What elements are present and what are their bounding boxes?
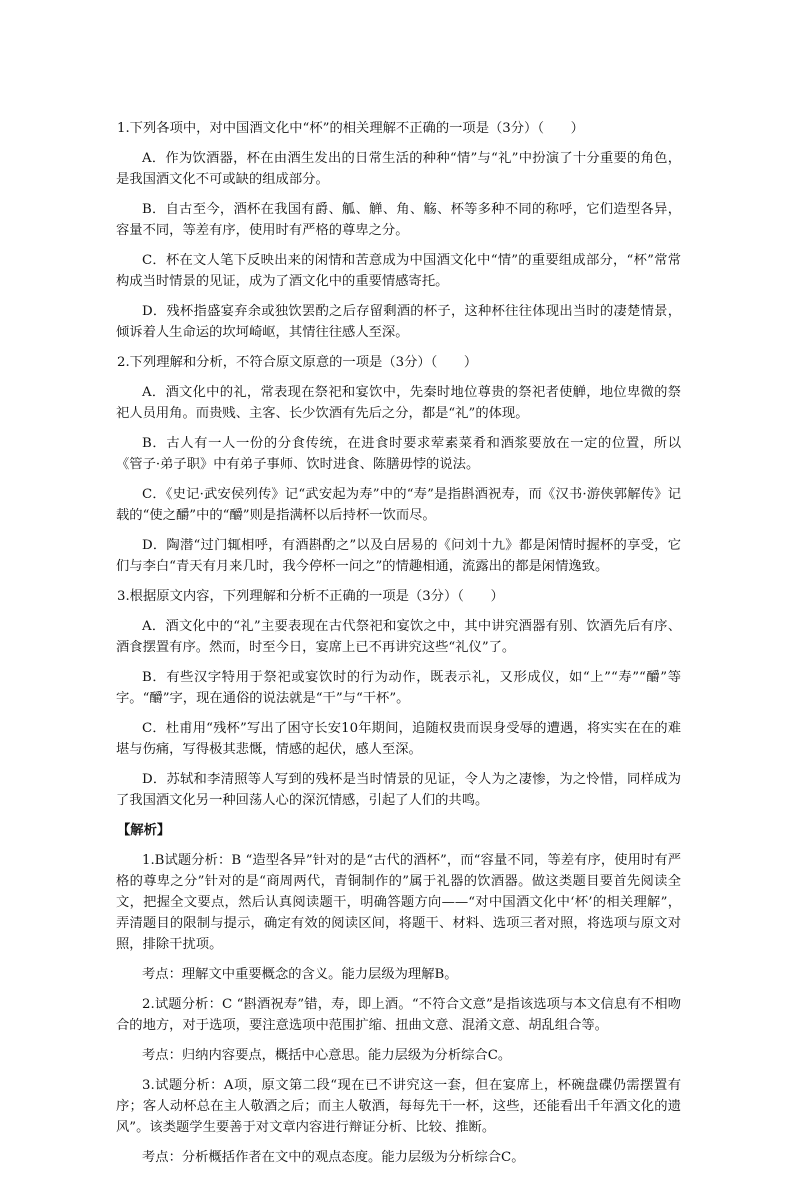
- analysis-1-point: 考点：理解文中重要概念的含义。能力层级为理解B。: [142, 967, 458, 982]
- question-3-option-c: C．杜甫用“残杯”写出了困守长安10年期间，追随权贵而误身受辱的遭遇，将实实在在的难堪与伤痛，写得极其悲慨，情感的起伏，感人至深。: [116, 721, 681, 757]
- document-page: [0, 118, 794, 1177]
- analysis-3: 3.试题分析：A项，原文第二段“现在已不讲究这一套，但在宴席上，杯碗盘碟仍需摆置有序；客人动杯总在主人敬酒之后；而主人敬酒，每每先干一杯，这些，还能看出千年酒文化的遗风”。该类题学生要善于对文章内容进行辩证分析、比较、推断。: [116, 1078, 681, 1135]
- analysis-2: 2.试题分析：C “斟酒祝寿”错，寿，即上酒。“不符合文意”是指该选项与本文信息有不相吻合的地方，对于选项，要注意选项中范围扩缩、扭曲文意、混淆文意、胡乱组合等。: [116, 997, 681, 1033]
- question-1-stem: 1.下列各项中，对中国酒文化中“杯”的相关理解不正确的一项是（3分）（ ）: [117, 121, 584, 136]
- analysis-heading: 【解析】: [117, 823, 171, 838]
- question-3-option-d: D．苏轼和李清照等人写到的残杯是当时情景的见证，令人为之凄惨，为之怜惜，同样成为了我国酒文化另一种回荡人心的深沉情感，引起了人们的共鸣。: [116, 772, 681, 808]
- question-3-option-a: A．酒文化中的“礼”主要表现在古代祭祀和宴饮之中，其中讲究酒器有别、饮酒先后有序、酒食摆置有序。然而，时至今日，宴席上已不再讲究这些“礼仪”了。: [116, 619, 681, 655]
- question-3-option-b: B．有些汉字特用于祭祀或宴饮时的行为动作，既表示礼，又形成仪，如“上”“寿”“釂”等字。“釂”字，现在通俗的说法就是“干”与“干杯”。: [116, 670, 681, 706]
- question-1-option-c: C．杯在文人笔下反映出来的闲情和苦意成为中国酒文化中“情”的重要组成部分，“杯”常常构成当时情景的见证，成为了酒文化中的重要情感寄托。: [116, 253, 681, 289]
- question-1-option-d: D．残杯指盛宴弃余或独饮罢酌之后存留剩酒的杯子，这种杯往往体现出当时的凄楚情景，倾诉着人生命运的坎坷崎岖，其情往往感人至深。: [116, 304, 681, 340]
- analysis-1: 1.B试题分析：B “造型各异”针对的是“古代的酒杯”，而“容量不同，等差有序，使用时有严格的尊卑之分”针对的是“商周两代，青铜制作的”属于礼器的饮酒器。做这类题目要首先阅读全文，把握全文要点，然后认真阅读题干，明确答题方向——“对中国酒文化中‘杯’的相关理解”，弄清题目的限制与提示，确定有效的阅读区间，将题干、材料、选项三者对照，将选项与原文对照，排除干扰项。: [116, 853, 681, 952]
- question-1-option-a: A．作为饮酒器，杯在由酒生发出的日常生活的种种“情”与“礼”中扮演了十分重要的角色，是我国酒文化不可或缺的组成部分。: [116, 151, 681, 187]
- question-2-option-d: D．陶潜“过门辄相呼，有酒斟酌之”以及白居易的《问刘十九》都是闲情时握杯的享受，它们与李白“青天有月来几时，我今停杯一问之”的情趣相通，流露出的都是闲情逸致。: [116, 538, 681, 574]
- question-2-option-c: C．《史记·武安侯列传》记“武安起为寿”中的“寿”是指斟酒祝寿，而《汉书·游侠郭解传》记载的“使之釂”中的“釂”则是指满杯以后持杯一饮而尽。: [116, 487, 681, 523]
- question-2-option-b: B．古人有一人一份的分食传统，在进食时要求荤素菜肴和酒浆要放在一定的位置，所以《管子·弟子职》中有弟子事师、饮时进食、陈膳毋悖的说法。: [116, 436, 681, 472]
- analysis-3-point: 考点：分析概括作者在文中的观点态度。能力层级为分析综合C。: [142, 1150, 525, 1165]
- analysis-2-point: 考点：归纳内容要点，概括中心意思。能力层级为分析综合C。: [142, 1048, 512, 1063]
- question-3-stem: 3.根据原文内容，下列理解和分析不正确的一项是（3分）（ ）: [117, 589, 504, 604]
- question-1-option-b: B．自古至今，酒杯在我国有爵、觚、觯、角、觞、杯等多种不同的称呼，它们造型各异，容量不同，等差有序，使用时有严格的尊卑之分。: [116, 202, 681, 238]
- question-2-stem: 2.下列理解和分析，不符合原文原意的一项是（3分）（ ）: [117, 355, 478, 370]
- question-2-option-a: A．酒文化中的礼，常表现在祭祀和宴饮中，先秦时地位尊贵的祭祀者使觯，地位卑微的祭祀人员用角。而贵贱、主客、长少饮酒有先后之分，都是“礼”的体现。: [116, 385, 681, 421]
